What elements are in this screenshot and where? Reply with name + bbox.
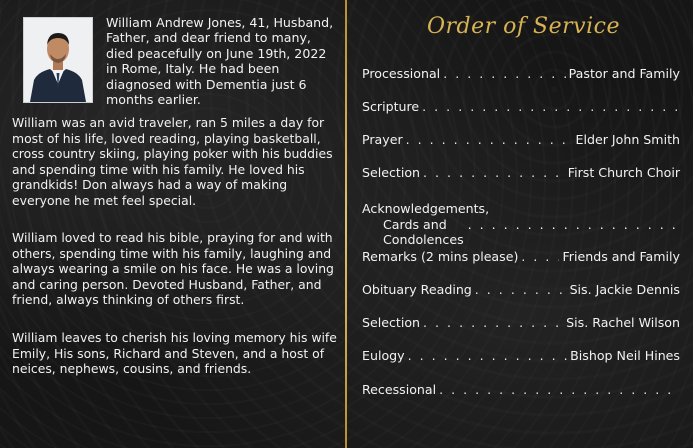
service-item-recessional	[362, 382, 680, 400]
biography-panel	[0, 0, 345, 448]
order-of-service-title: Order of Service	[427, 14, 620, 39]
bio-intro-text: William Andrew Jones, 41, Husband, Father, and dear friend to many, died peacefully on June 19th, 2022 in Rome, Italy. He had been diagnosed with Dementia just 6 months earlier.	[106, 15, 334, 108]
leader-dots	[406, 132, 573, 147]
service-item-label: Selection	[362, 165, 421, 180]
leader-dots	[422, 99, 677, 114]
leader-dots	[423, 165, 565, 180]
bio-paragraph-2: William loved to read his bible, praying for and with others, spending time with his family, laughing and always wearing a smile on his face. He was a loving and caring person. Devoted Husband, Father, and friend, always thinking of others first.	[12, 230, 334, 308]
leader-dots	[439, 382, 677, 397]
service-item-label: Remarks (2 mins please)	[362, 249, 519, 264]
service-item-label: Processional	[362, 66, 441, 81]
service-item-label: Recessional	[362, 382, 437, 397]
order-of-service-panel	[347, 0, 693, 448]
service-item-selection-1	[362, 165, 680, 183]
service-item-participant: Friends and Family	[562, 249, 680, 264]
portrait-photo	[23, 17, 93, 103]
service-item-participant: Pastor and Family	[568, 66, 680, 81]
service-item-label: Obituary Reading	[362, 282, 472, 297]
service-item-eulogy	[362, 348, 680, 366]
service-item-label: Scripture	[362, 99, 420, 114]
portrait-image	[24, 18, 92, 102]
leader-dots	[408, 348, 568, 363]
service-item-obituary-reading	[362, 282, 680, 300]
service-item-scripture	[362, 99, 680, 117]
leader-dots	[423, 315, 563, 330]
service-item-selection-2	[362, 315, 680, 333]
bio-paragraph-1: William was an avid traveler, ran 5 miles a day for most of his life, loved reading, playing basketball, cross country skiing, playing poker with his buddies and spending time with his family. He loved his grandkids! Don always had a way of making everyone he met feel special.	[12, 115, 333, 208]
leader-dots	[443, 66, 565, 81]
service-item-label: Eulogy	[362, 348, 405, 363]
leader-dots	[475, 282, 567, 297]
leader-dots	[468, 217, 680, 232]
service-item-participant: Elder John Smith	[575, 132, 680, 147]
service-item-remarks	[362, 249, 680, 267]
service-item-prayer	[362, 132, 680, 150]
service-item-participant: First Church Choir	[567, 165, 680, 180]
service-item-label: Acknowledgements,	[362, 201, 490, 216]
service-item-participant: Sis. Rachel Wilson	[566, 315, 680, 330]
service-item-participant: Bishop Neil Hines	[570, 348, 680, 363]
bio-paragraph-3: William leaves to cherish his loving memory his wife Emily, His sons, Richard and Steven, and a host of neices, nephews, cousins, and friends.	[12, 330, 337, 377]
leader-dots	[521, 249, 559, 264]
service-item-acknowledgements	[362, 201, 680, 247]
service-item-label: Prayer	[362, 132, 403, 147]
service-item-label: Selection	[362, 315, 421, 330]
service-item-participant: Sis. Jackie Dennis	[569, 282, 680, 297]
service-item-sublabel: Cards and Condolences	[383, 217, 464, 247]
service-item-processional	[362, 66, 680, 84]
